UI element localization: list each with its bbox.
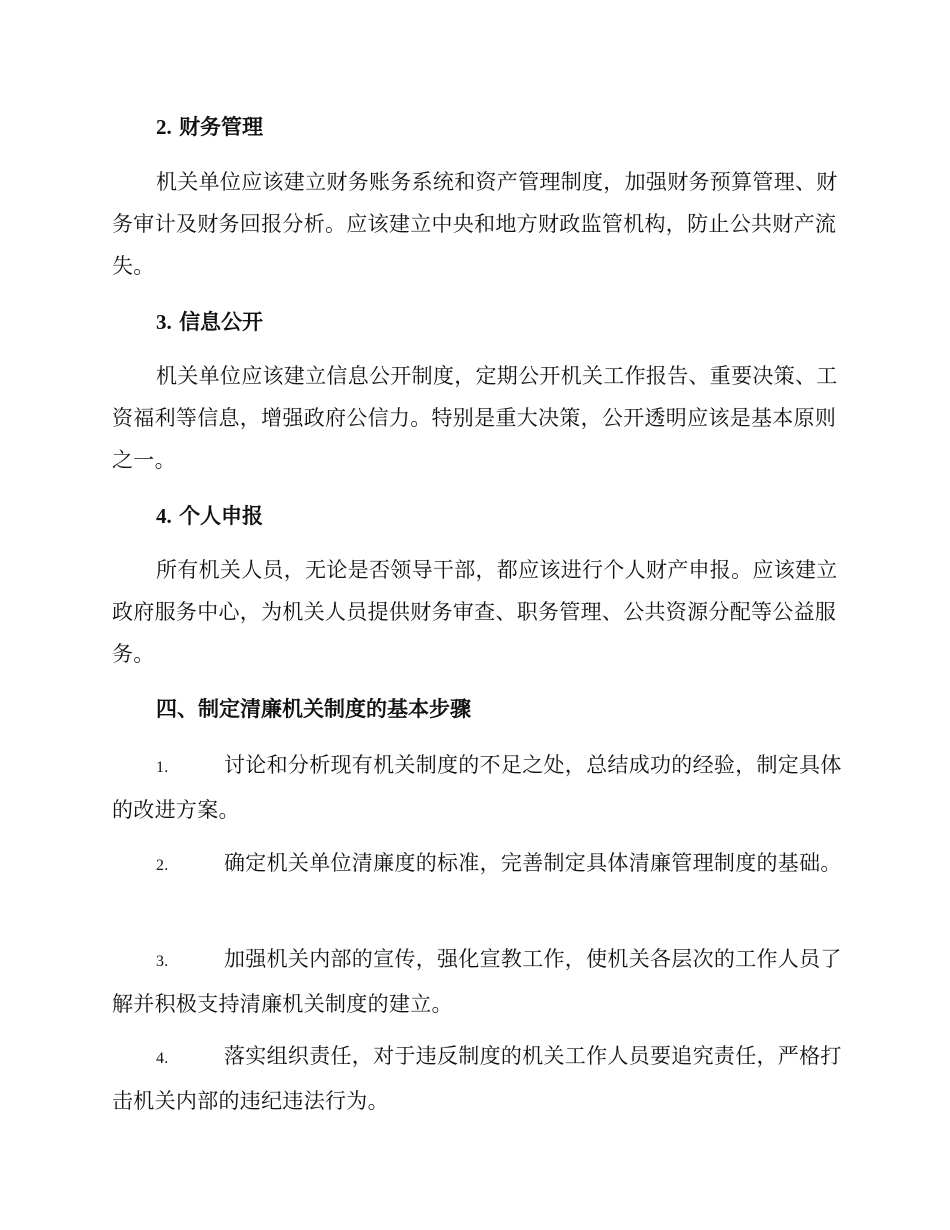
step-marker: 4. [156,1050,169,1067]
section-number: 4. [156,504,172,528]
step-marker: 3. [156,953,169,970]
section-title: 信息公开 [179,310,264,334]
section-paragraph-declaration: 所有机关人员，无论是否领导干部，都应该进行个人财产申报。应该建立政府服务中心，为机关人员提供财务审查、职务管理、公共资源分配等公益服务。 [112,558,838,666]
section-paragraph-finance: 机关单位应该建立财务账务系统和资产管理制度，加强财务预算管理、财务审计及财务回报分析。应该建立中央和地方财政监管机构，防止公共财产流失。 [112,170,838,278]
section-paragraph-disclosure: 机关单位应该建立信息公开制度，定期公开机关工作报告、重要决策、工资福利等信息，增强政府公信力。特别是重大决策，公开透明应该是基本原则之一。 [112,364,838,472]
step-text: 确定机关单位清廉度的标准，完善制定具体清廉管理制度的基础。 [224,851,842,875]
step-marker: 1. [156,759,169,776]
step-text: 加强机关内部的宣传，强化宣教工作，使机关各层次的工作人员了解并积极支持清廉机关制度的建立。 [112,947,842,1016]
section-heading-disclosure [156,307,263,337]
step-text: 落实组织责任，对于违反制度的机关工作人员要追究责任，严格打击机关内部的违纪违法行为。 [112,1044,842,1113]
section-heading-declaration [156,501,263,531]
section-number: 2. [156,115,172,139]
section-title: 个人申报 [179,504,264,528]
step-item [112,744,852,831]
section-number: 3. [156,310,172,334]
step-item [112,842,852,887]
step-marker: 2. [156,857,169,874]
step-text: 讨论和分析现有机关制度的不足之处，总结成功的经验，制定具体的改进方案。 [112,753,842,822]
step-item [112,938,852,1025]
chapter-heading: 四、制定清廉机关制度的基本步骤 [156,697,471,721]
section-heading-finance [156,112,263,142]
step-item [112,1035,852,1122]
section-title: 财务管理 [179,115,264,139]
